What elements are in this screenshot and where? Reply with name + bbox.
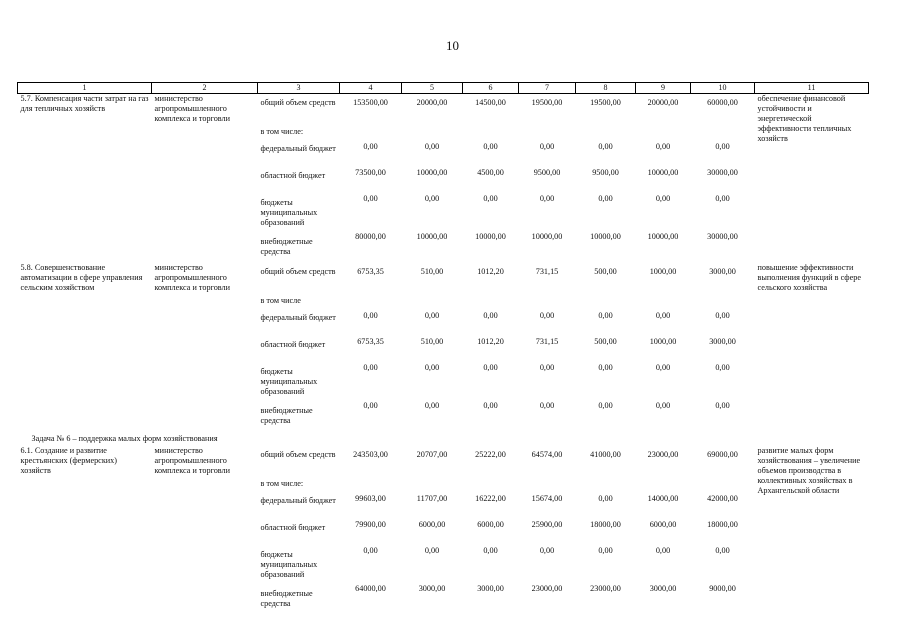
task-heading-row [18, 432, 869, 446]
amount-value [405, 478, 460, 494]
amount-value: 19500,00 [590, 98, 621, 107]
amount-value: 0,00 [715, 311, 730, 320]
amount-value: 0,00 [655, 142, 671, 151]
measure-name: 6.1. Создание и развитие крестьянских (фермерских) хозяйств [20, 446, 117, 475]
amount-value: 0,00 [655, 546, 671, 555]
amount-value: 0,00 [483, 401, 498, 410]
amount-value [694, 126, 752, 142]
column-number: 8 [576, 83, 636, 94]
amount-column [402, 94, 463, 264]
amount-value: 9500,00 [592, 168, 619, 177]
amount-column [576, 94, 636, 264]
column-number: 11 [755, 83, 869, 94]
amount-value [639, 478, 688, 494]
amount-column [691, 263, 755, 432]
amount-value: 731,15 [535, 337, 559, 346]
amount-value: 42000,00 [707, 494, 738, 503]
amount-value: 0,00 [424, 311, 440, 320]
amount-value: 10000,00 [647, 232, 679, 241]
amount-value: 25900,00 [531, 520, 563, 529]
amount-value: 69000,00 [707, 450, 738, 459]
amount-column [340, 263, 402, 432]
measure-row [18, 263, 869, 432]
amount-value: 18000,00 [590, 520, 621, 529]
amount-value: 153500,00 [353, 98, 388, 107]
amount-value: 79900,00 [355, 520, 386, 529]
amount-value: 0,00 [424, 363, 440, 372]
amount-value [343, 295, 399, 311]
amount-value: 0,00 [598, 363, 613, 372]
amount-value: 64000,00 [355, 584, 386, 593]
funding-source-label: внебюджетные средства [260, 237, 313, 256]
amount-value [405, 126, 460, 142]
amount-value: 1012,20 [477, 337, 504, 346]
column-number: 7 [519, 83, 576, 94]
amount-value: 0,00 [715, 363, 730, 372]
amount-value: 41000,00 [590, 450, 621, 459]
column-number: 3 [258, 83, 340, 94]
amount-value: 23000,00 [531, 584, 563, 593]
page-number: 10 [446, 38, 459, 53]
amount-value [466, 126, 516, 142]
amount-value [639, 126, 688, 142]
funding-source-label: федеральный бюджет [260, 313, 336, 322]
column-number: 1 [18, 83, 152, 94]
amount-value: 6000,00 [649, 520, 677, 529]
amount-value [522, 295, 573, 311]
amount-value: 10000,00 [416, 232, 448, 241]
amount-value: 0,00 [483, 363, 498, 372]
column-number: 6 [463, 83, 519, 94]
amount-value [579, 126, 633, 142]
amount-value: 6753,35 [357, 337, 384, 346]
amount-value: 0,00 [539, 401, 555, 410]
amount-value: 20000,00 [416, 98, 448, 107]
amount-value: 64574,00 [531, 450, 563, 459]
amount-value: 0,00 [363, 311, 378, 320]
amount-value: 19500,00 [531, 98, 563, 107]
measure-executor: министерство агропромышленного комплекса и торговли [154, 446, 231, 475]
amount-column [340, 94, 402, 264]
amount-value: 23000,00 [647, 450, 679, 459]
amount-value: 731,15 [535, 267, 559, 276]
amount-value: 25222,00 [475, 450, 506, 459]
amount-value [405, 295, 460, 311]
amount-value: 23000,00 [590, 584, 621, 593]
amount-value: 0,00 [655, 363, 671, 372]
column-number: 5 [402, 83, 463, 94]
table-body [18, 94, 869, 616]
amount-value: 20000,00 [647, 98, 679, 107]
amount-value: 60000,00 [707, 98, 738, 107]
funding-source-label: общий объем средств [260, 450, 336, 459]
amount-value: 243503,00 [353, 450, 388, 459]
amount-value: 0,00 [655, 401, 671, 410]
amount-value [579, 295, 633, 311]
funding-source-label: областной бюджет [260, 523, 326, 532]
amount-value: 3000,00 [477, 584, 504, 593]
amount-value: 0,00 [539, 363, 555, 372]
amount-value: 3000,00 [709, 337, 736, 346]
amount-value: 0,00 [539, 194, 555, 203]
amount-column [519, 446, 576, 615]
amount-column [636, 446, 691, 615]
amount-value: 0,00 [363, 363, 378, 372]
amount-value: 20707,00 [416, 450, 448, 459]
amount-value: 0,00 [598, 494, 613, 503]
amount-value: 0,00 [424, 142, 440, 151]
amount-value: 14500,00 [475, 98, 506, 107]
amount-value [343, 126, 399, 142]
amount-value: 0,00 [598, 194, 613, 203]
amount-value: 0,00 [715, 194, 730, 203]
column-number-row [18, 83, 869, 94]
funding-sources [258, 94, 340, 264]
amount-value [694, 295, 752, 311]
column-number: 2 [152, 83, 258, 94]
amount-value: 0,00 [424, 194, 440, 203]
amount-column [636, 94, 691, 264]
amount-value [639, 295, 688, 311]
amount-value: 6753,35 [357, 267, 384, 276]
amount-column [519, 94, 576, 264]
amount-value: 15674,00 [531, 494, 563, 503]
amount-value [466, 295, 516, 311]
amount-value: 0,00 [424, 546, 440, 555]
amount-value: 73500,00 [355, 168, 386, 177]
amount-value: 10000,00 [531, 232, 563, 241]
amount-column [463, 94, 519, 264]
amount-value: 0,00 [363, 194, 378, 203]
amount-value: 4500,00 [477, 168, 504, 177]
amount-value: 0,00 [483, 311, 498, 320]
amount-value: 11707,00 [416, 494, 448, 503]
amount-value: 500,00 [594, 337, 617, 346]
program-table [17, 82, 869, 615]
amount-value: 0,00 [483, 142, 498, 151]
amount-value [694, 478, 752, 494]
funding-source-label: в том числе: [260, 127, 304, 136]
amount-value: 1000,00 [649, 267, 677, 276]
measure-name: 5.8. Совершенствование автоматизации в сфере управления сельским хозяйством [20, 263, 143, 292]
amount-value: 6000,00 [477, 520, 504, 529]
amount-column [636, 263, 691, 432]
funding-source-label: областной бюджет [260, 340, 326, 349]
amount-value: 0,00 [598, 401, 613, 410]
amount-value: 0,00 [483, 194, 498, 203]
amount-value: 3000,00 [418, 584, 446, 593]
amount-value: 0,00 [598, 142, 613, 151]
amount-value: 9500,00 [533, 168, 561, 177]
amount-value: 0,00 [655, 194, 671, 203]
amount-value: 0,00 [715, 401, 730, 410]
amount-column [463, 263, 519, 432]
amount-value: 0,00 [598, 546, 613, 555]
column-number: 9 [636, 83, 691, 94]
amount-value: 0,00 [598, 311, 613, 320]
amount-value: 1000,00 [649, 337, 677, 346]
expected-result: повышение эффективности выполнения функций в сфере сельского хозяйства [757, 263, 861, 292]
amount-column [402, 263, 463, 432]
amount-value: 0,00 [539, 546, 555, 555]
funding-source-label: бюджеты муниципальных образований [260, 198, 318, 227]
amount-value: 3000,00 [649, 584, 677, 593]
amount-value: 10000,00 [475, 232, 506, 241]
column-number: 10 [691, 83, 755, 94]
expected-result: обеспечение финансовой устойчивости и энергетической эффективности тепличных хозяйств [757, 94, 852, 143]
funding-source-label: внебюджетные средства [260, 589, 313, 608]
funding-source-label: внебюджетные средства [260, 406, 313, 425]
funding-source-label: областной бюджет [260, 171, 326, 180]
amount-column [340, 446, 402, 615]
amount-value: 510,00 [420, 337, 444, 346]
amount-value: 6000,00 [418, 520, 446, 529]
amount-value: 16222,00 [475, 494, 506, 503]
funding-source-label: бюджеты муниципальных образований [260, 367, 318, 396]
amount-value [522, 478, 573, 494]
amount-value: 1012,20 [477, 267, 504, 276]
amount-column [576, 446, 636, 615]
amount-value: 10000,00 [647, 168, 679, 177]
amount-value [343, 478, 399, 494]
funding-source-label: в том числе [260, 296, 301, 305]
amount-value: 510,00 [420, 267, 444, 276]
amount-column [463, 446, 519, 615]
amount-value: 0,00 [363, 401, 378, 410]
column-number: 4 [340, 83, 402, 94]
amount-value: 10000,00 [590, 232, 621, 241]
amount-value [579, 478, 633, 494]
amount-value: 9000,00 [709, 584, 736, 593]
amount-value: 500,00 [594, 267, 617, 276]
amount-value: 14000,00 [647, 494, 679, 503]
amount-value: 0,00 [363, 546, 378, 555]
measure-name: 5.7. Компенсация части затрат на газ для тепличных хозяйств [20, 94, 149, 113]
amount-value: 30000,00 [707, 168, 738, 177]
amount-value: 0,00 [363, 142, 378, 151]
amount-column [691, 94, 755, 264]
amount-value: 0,00 [715, 546, 730, 555]
funding-sources [258, 263, 340, 432]
amount-value: 10000,00 [416, 168, 448, 177]
amount-column [519, 263, 576, 432]
amount-column [576, 263, 636, 432]
amount-value: 99603,00 [355, 494, 386, 503]
task-heading: Задача № 6 – поддержка малых форм хозяйствования [31, 434, 218, 443]
expected-result: развитие малых форм хозяйствования – увеличение объемов производства в коллективных хозяйствах в Архангельской области [757, 446, 861, 495]
amount-value: 3000,00 [709, 267, 736, 276]
funding-source-label: федеральный бюджет [260, 144, 336, 153]
amount-value: 0,00 [715, 142, 730, 151]
funding-source-label: общий объем средств [260, 98, 336, 107]
funding-source-label: бюджеты муниципальных образований [260, 550, 318, 579]
amount-value: 30000,00 [707, 232, 738, 241]
amount-value: 18000,00 [707, 520, 738, 529]
amount-value [466, 478, 516, 494]
measure-row [18, 94, 869, 264]
amount-value: 0,00 [539, 311, 555, 320]
amount-column [402, 446, 463, 615]
amount-value: 0,00 [655, 311, 671, 320]
amount-value: 0,00 [424, 401, 440, 410]
measure-executor: министерство агропромышленного комплекса и торговли [154, 94, 231, 123]
amount-value: 0,00 [539, 142, 555, 151]
funding-source-label: федеральный бюджет [260, 496, 336, 505]
amount-column [691, 446, 755, 615]
funding-sources [258, 446, 340, 615]
amount-value [522, 126, 573, 142]
measure-row [18, 446, 869, 615]
funding-source-label: общий объем средств [260, 267, 336, 276]
measure-executor: министерство агропромышленного комплекса и торговли [154, 263, 231, 292]
amount-value: 0,00 [483, 546, 498, 555]
funding-source-label: в том числе: [260, 479, 304, 488]
amount-value: 80000,00 [355, 232, 386, 241]
